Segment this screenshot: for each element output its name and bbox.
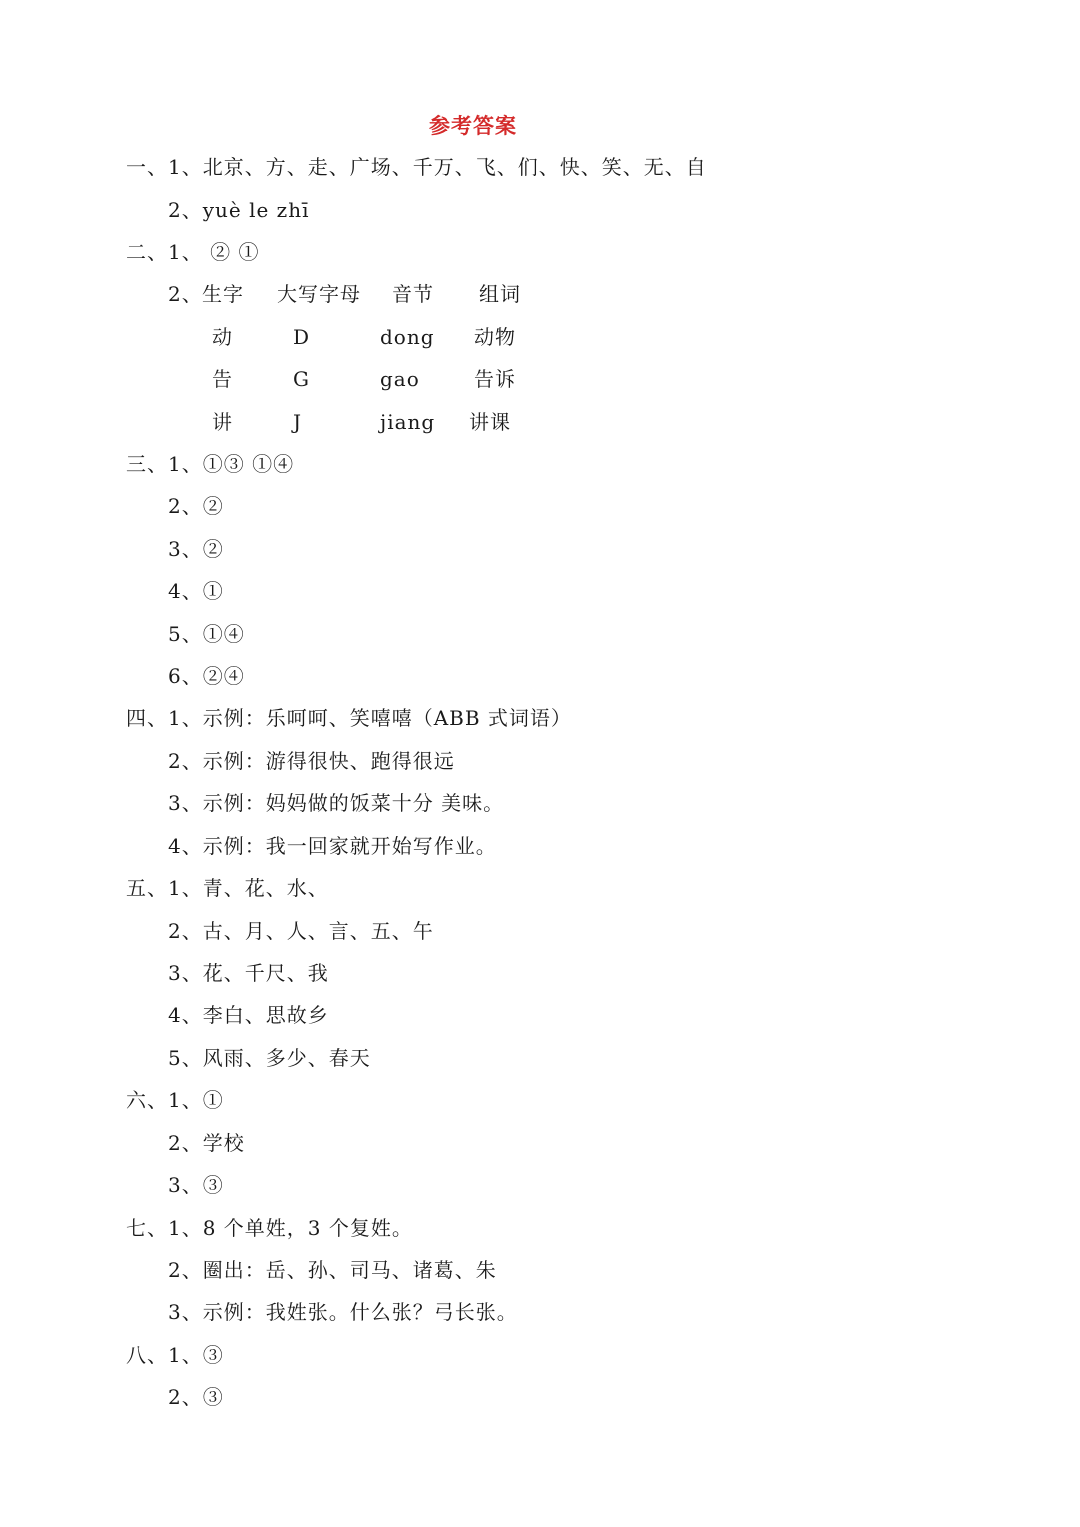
table-cell: D [293, 325, 311, 349]
table-cell: dong [380, 325, 435, 349]
answer-line: 5、风雨、多少、春天 [168, 1046, 371, 1070]
table-header: 音节 [392, 282, 434, 306]
table-cell: 告诉 [474, 367, 516, 391]
answer-line: 3、② [168, 537, 224, 561]
answer-line: 2、圈出：岳、孙、司马、诸葛、朱 [168, 1258, 497, 1282]
answer-line: 三、1、①③ ①④ [126, 452, 295, 476]
table-cell: J [293, 410, 303, 434]
answer-line: 一、1、北京、方、走、广场、千万、飞、们、快、笑、无、自 [126, 155, 707, 179]
answer-line: 3、花、千尺、我 [168, 961, 329, 985]
answer-line: 2、yuè le zhī [168, 198, 310, 222]
answer-line: 5、①④ [168, 622, 245, 646]
answer-line: 4、示例：我一回家就开始写作业。 [168, 834, 497, 858]
answer-line: 3、③ [168, 1173, 224, 1197]
answer-line: 3、示例：妈妈做的饭菜十分 美味。 [168, 791, 505, 815]
table-prefix: 2、 [168, 282, 203, 306]
answer-line: 2、② [168, 494, 224, 518]
answer-line: 4、李白、思故乡 [168, 1003, 329, 1027]
table-cell: 讲 [212, 410, 233, 434]
table-cell: 动 [212, 325, 233, 349]
answer-line: 六、1、① [126, 1088, 224, 1112]
table-cell: gao [380, 367, 420, 391]
page-title: 参考答案 [429, 113, 517, 138]
answer-line: 八、1、③ [126, 1343, 224, 1367]
answer-line: 二、1、 ② ① [126, 240, 260, 264]
answer-line: 6、②④ [168, 664, 245, 688]
answer-line: 2、③ [168, 1385, 224, 1409]
answer-line: 2、古、月、人、言、五、午 [168, 919, 434, 943]
answer-line: 2、示例：游得很快、跑得很远 [168, 749, 455, 773]
table-cell: 讲课 [469, 410, 511, 434]
table-header: 大写字母 [277, 282, 361, 306]
table-cell: G [293, 367, 310, 391]
answer-line: 3、示例：我姓张。什么张？弓长张。 [168, 1300, 518, 1324]
table-cell: 告 [212, 367, 233, 391]
answer-line: 七、1、8 个单姓，3 个复姓。 [126, 1216, 413, 1240]
answer-line: 四、1、示例：乐呵呵、笑嘻嘻（ABB 式词语） [126, 706, 572, 730]
answer-line: 2、学校 [168, 1131, 245, 1155]
table-header: 组词 [479, 282, 521, 306]
table-cell: 动物 [474, 325, 516, 349]
answer-line: 4、① [168, 579, 224, 603]
table-header: 生字 [202, 282, 244, 306]
answer-line: 五、1、青、花、水、 [126, 876, 329, 900]
table-cell: jiang [380, 410, 436, 434]
